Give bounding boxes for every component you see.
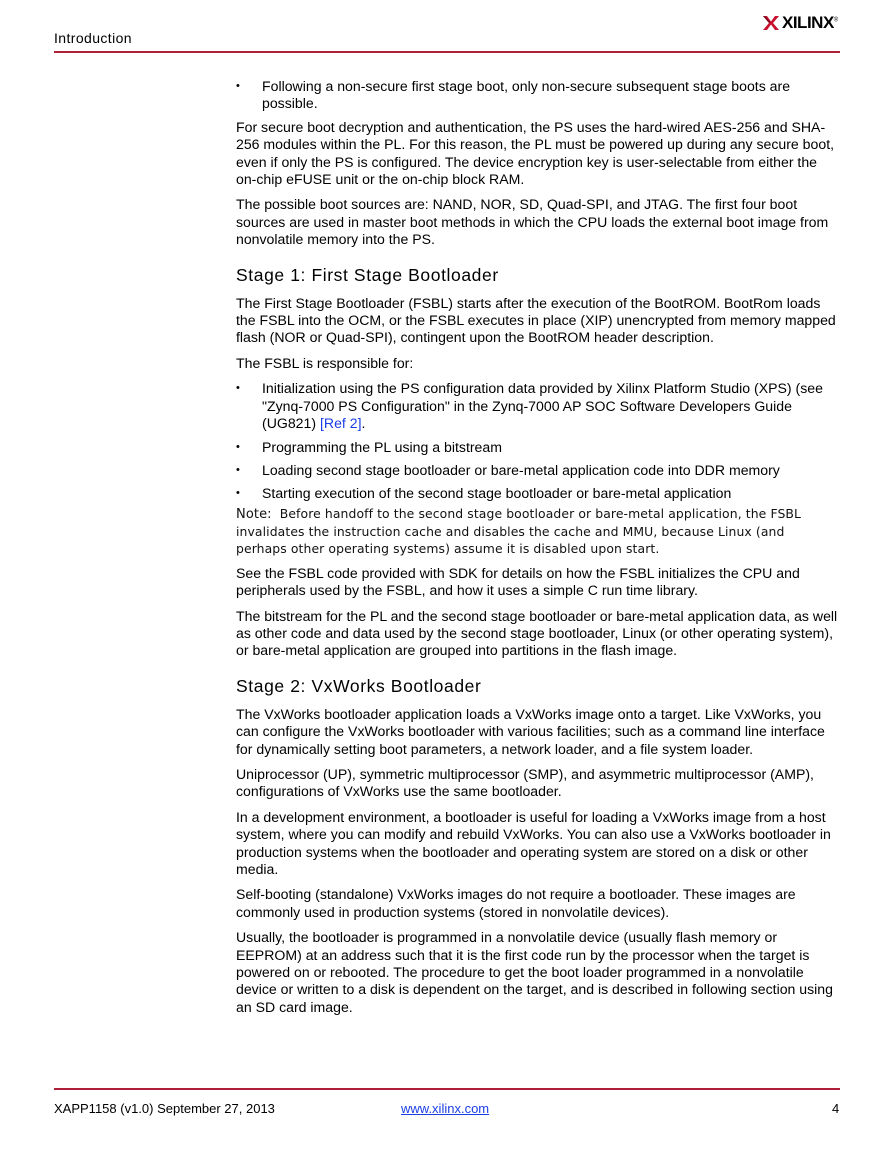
- list-item: [236, 380, 838, 432]
- section-heading-stage2: Stage 2: VxWorks Bootloader: [236, 675, 482, 696]
- paragraph: See the FSBL code provided with SDK for details on how the FSBL initializes the CPU and peripherals used by the FSBL, and how it uses a simple C run time library.: [236, 564, 800, 599]
- note-text: Before handoff to the second stage bootloader or bare-metal application, the FSBL invalidates the instruction cache and disables the cache and MMU, because Linux (and perhaps other operating systems) assume it is disabled upon start.: [236, 505, 802, 556]
- note-label: Note:: [236, 506, 272, 522]
- page-body: [236, 78, 838, 1024]
- paragraph: Self-booting (standalone) VxWorks images do not require a bootloader. These images are commonly used in production systems (stored in nonvolatile devices).: [236, 886, 796, 920]
- paragraph: Uniprocessor (UP), symmetric multiprocessor (SMP), and asymmetric multiprocessor (AMP), configurations of VxWorks use the same bootloader.: [236, 765, 814, 800]
- paragraph: The bitstream for the PL and the second stage bootloader or bare-metal application data, as well as other code and data used by the second stage bootloader, Linux (or other operating system), or bare-metal application are grouped into partitions in the flash image.: [236, 607, 838, 659]
- list-item: • Programming the PL using a bitstream: [236, 439, 838, 456]
- paragraph: Usually, the bootloader is programmed in a nonvolatile device (usually flash memory or EEPROM) at an address such that it is the first code run by the processor when the target is powered on or rebooted. The procedure to get the boot loader programmed in a nonvolatile device or written to a disk is dependent on the target, and is described in following section using an SD card image.: [236, 929, 833, 1015]
- header-rule: [54, 51, 840, 53]
- footer-rule: [54, 1088, 840, 1090]
- list-item: • Starting execution of the second stage bootloader or bare-metal application: [236, 485, 838, 502]
- paragraph: The FSBL is responsible for:: [236, 354, 414, 371]
- xilinx-x-icon: [762, 14, 780, 32]
- note: [236, 505, 838, 557]
- website-link[interactable]: www.xilinx.com: [401, 1101, 490, 1116]
- list-item-text: Initialization using the PS configuration data provided by Xilinx Platform Studio (XPS) (see "Zynq-7000 PS Configuration" in the Zynq-7000 AP SOC Software Developers Guide (UG821): [262, 380, 823, 432]
- paragraph: For secure boot decryption and authentication, the PS uses the hard-wired AES-256 and SHA-256 modules within the PL. For this reason, the PL must be powered up during any secure boot, even if only the PS is configured. The device encryption key is user-selectable from either the on-chip eFUSE unit or the on-chip block RAM.: [236, 118, 835, 188]
- section-title: Introduction: [54, 30, 132, 46]
- list-item: • Following a non-secure first stage boot, only non-secure subsequent stage boots are possible.: [236, 78, 838, 113]
- section-heading-stage1: Stage 1: First Stage Bootloader: [236, 264, 499, 285]
- reference-link[interactable]: [Ref 2]: [319, 415, 362, 432]
- list-item: • Loading second stage bootloader or bare-metal application code into DDR memory: [236, 462, 838, 479]
- paragraph: In a development environment, a bootloader is useful for loading a VxWorks image from a host system, where you can modify and rebuild VxWorks. You can also use a VxWorks bootloader in production systems when the bootloader and operating system are stored on a disk or other media.: [236, 808, 831, 877]
- page-number: 4: [832, 1101, 840, 1116]
- xilinx-logo: [762, 11, 838, 35]
- paragraph: The First Stage Bootloader (FSBL) starts after the execution of the BootROM. BootRom loads the FSBL into the OCM, or the FSBL executes in place (XIP) unencrypted from memory mapped flash (NOR or Quad-SPI), contingent upon the BootROM header description.: [236, 294, 836, 346]
- paragraph: The VxWorks bootloader application loads a VxWorks image onto a target. Like VxWorks, you can configure the VxWorks bootloader with various facilities; such as a command line interface for dynamically setting boot parameters, a network loader, and a file system loader.: [236, 705, 825, 757]
- logo-wordmark: XILINX®: [782, 13, 838, 32]
- punctuation: .: [361, 415, 366, 432]
- document-id: XAPP1158 (v1.0) September 27, 2013: [54, 1101, 275, 1116]
- paragraph: The possible boot sources are: NAND, NOR, SD, Quad-SPI, and JTAG. The first four boot sources are used in master boot methods in which the CPU loads the external boot image from nonvolatile memory into the PS.: [236, 196, 829, 248]
